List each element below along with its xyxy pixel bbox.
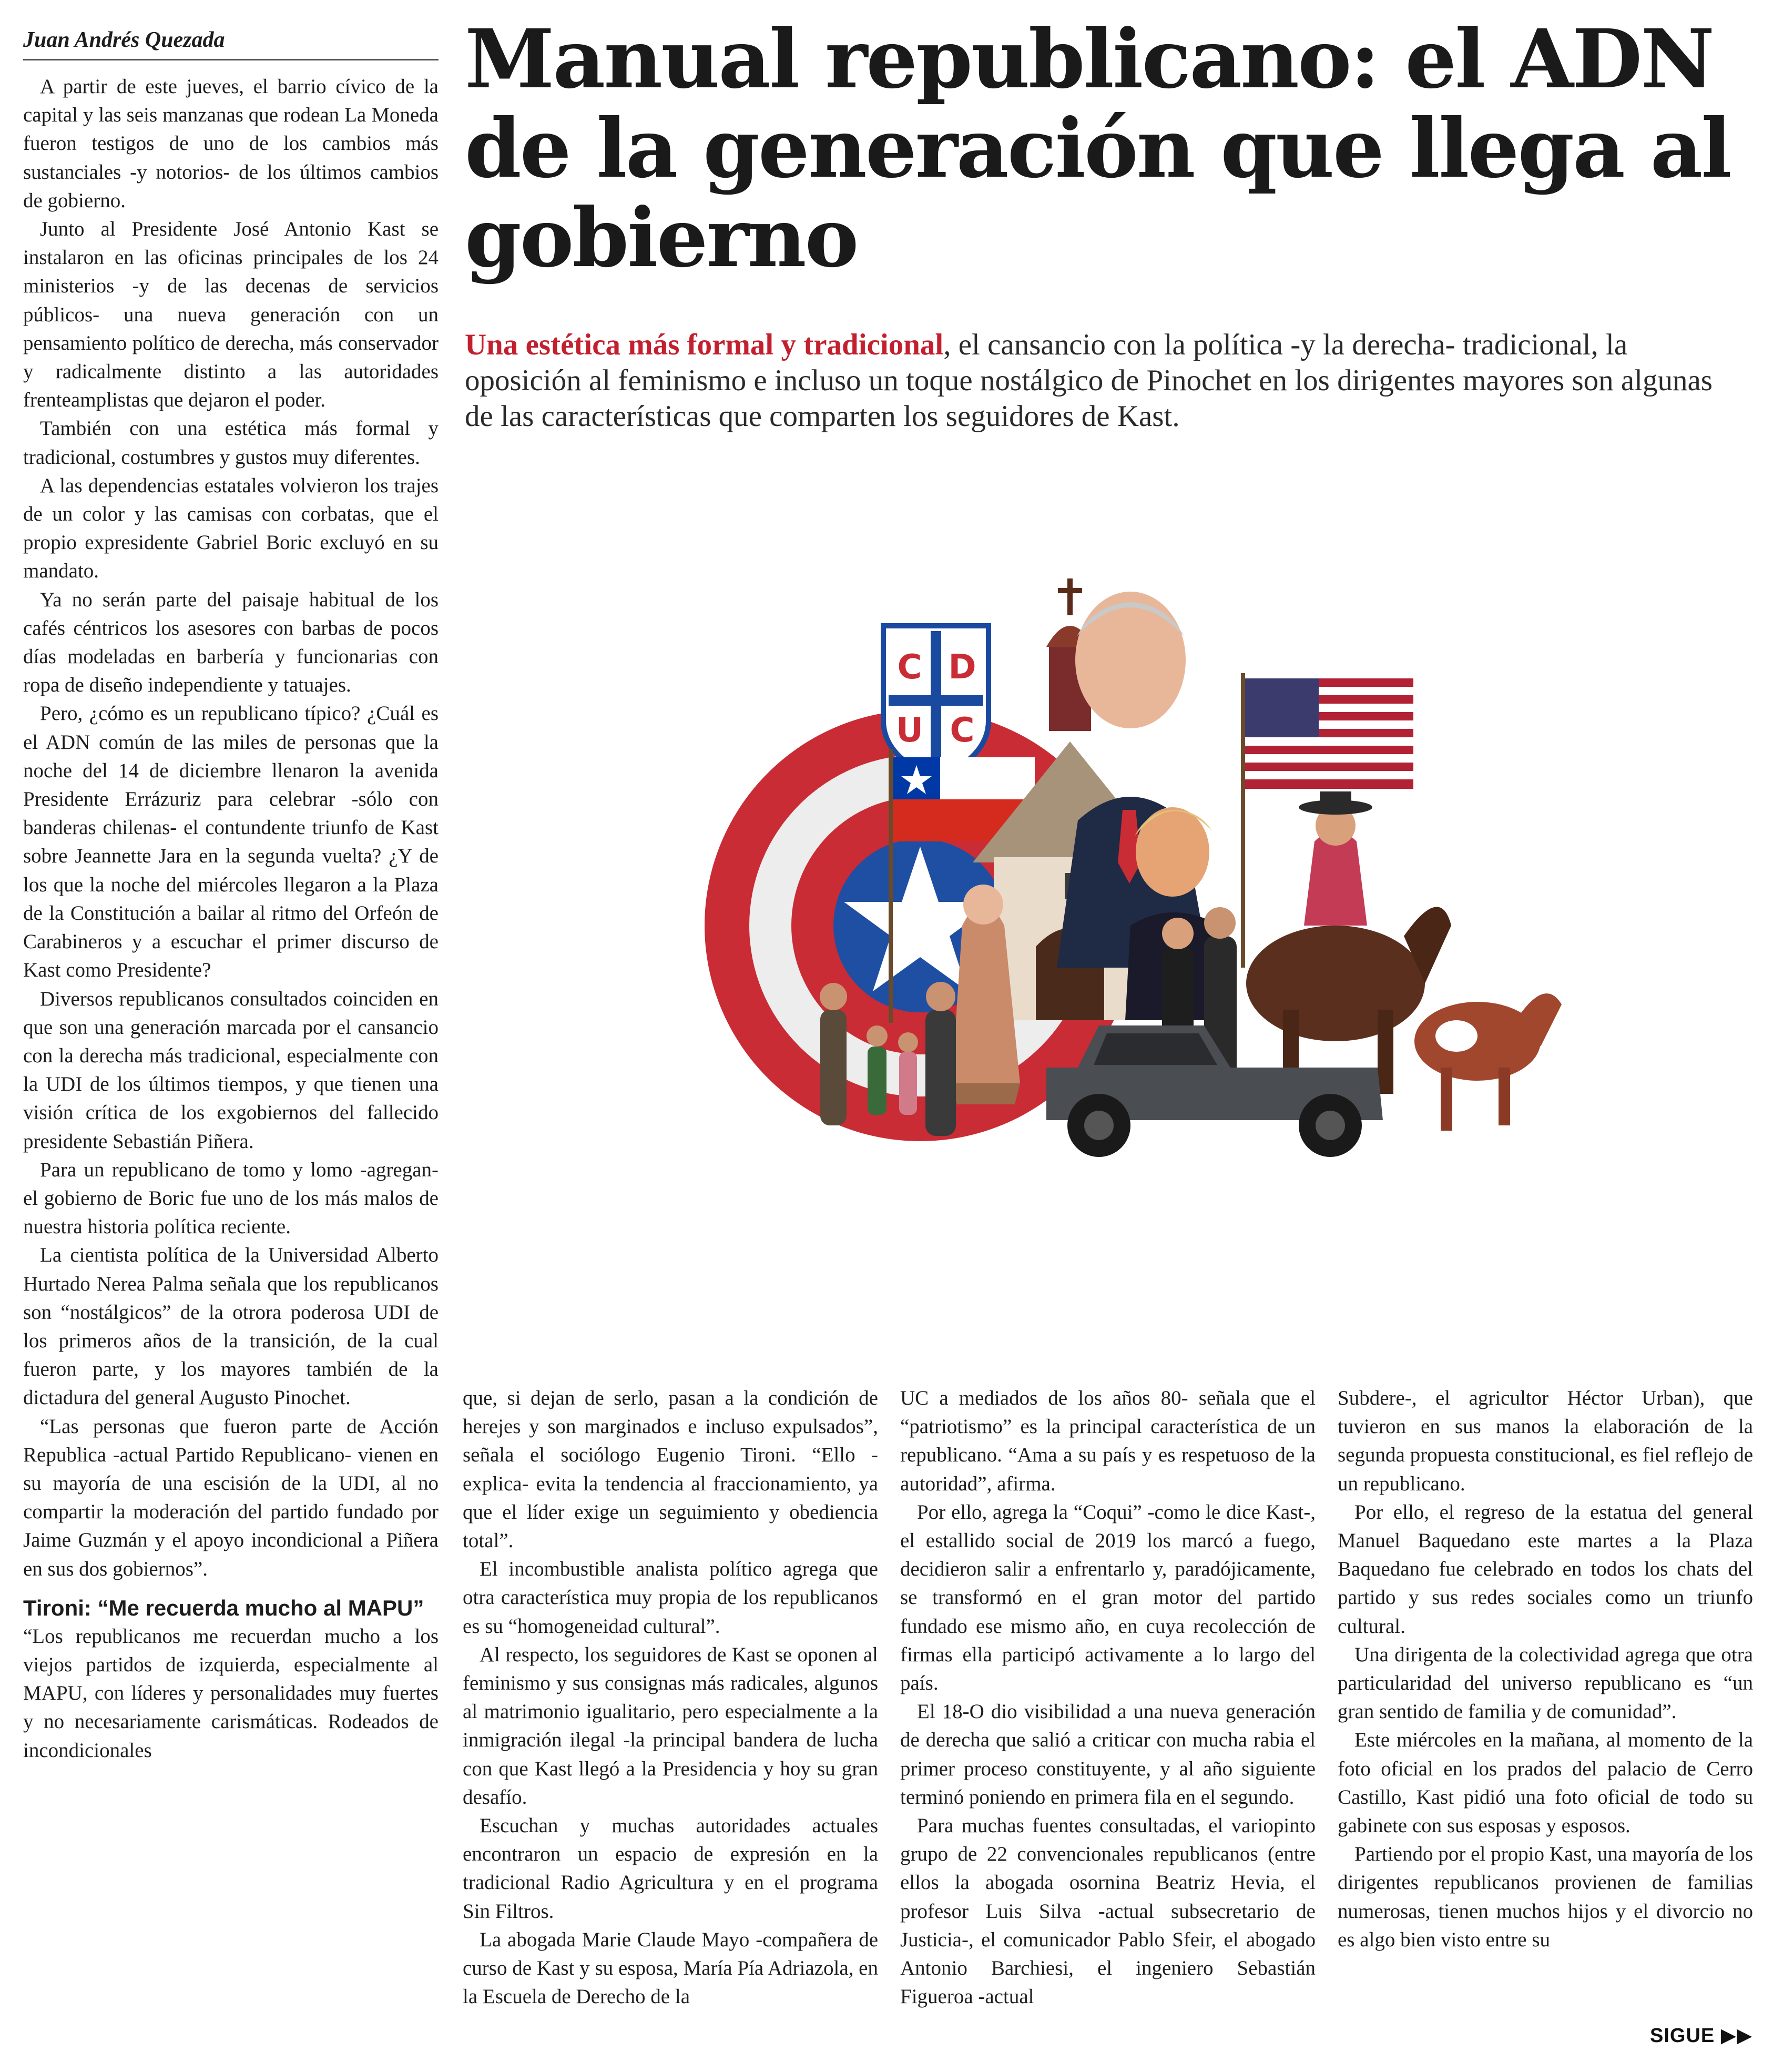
continue-marker: SIGUE ▶▶ [1650, 2025, 1753, 2047]
text-column-1 [23, 73, 439, 1765]
article-deck [465, 327, 1748, 434]
paragraph: Por ello, el regreso de la estatua del general Manuel Baquedano este martes a la Plaza Baquedano fue celebrado en todos los chats del partido y sus redes sociales como un triunfo cultural. [1338, 1500, 1753, 1638]
paragraph: También con una estética más formal y tradicional, costumbres y gustos muy diferentes. [23, 417, 439, 469]
paragraph: Una dirigenta de la colectividad agrega que otra particularidad del universo republicano es “un gran sentido de familia y de comunidad”. [1338, 1643, 1753, 1723]
paragraph: La abogada Marie Claude Mayo -compañera de curso de Kast y su esposa, María Pía Adriazola, en la Escuela de Derecho de la [463, 1928, 878, 2008]
paragraph: A las dependencias estatales volvieron los trajes de un color y las camisas con corbatas, que el propio expresidente Gabriel Boric excluyó en su mandato. [23, 474, 439, 583]
paragraph: Por ello, agrega la “Coqui” -como le dice Kast-, el estallido social de 2019 los marcó a fuego, decidieron salir a enfrentarlo y, paradójicamente, se transformó en el gran motor del partido fundado ese mismo año, en cuya recolección de firmas ella participó activamente a lo largo del país. [900, 1500, 1316, 1695]
paragraph: Pero, ¿cómo es un republicano típico? ¿Cuál es el ADN común de las miles de personas que la noche del 14 de diciembre llenaron la avenida Presidente Errázuriz para celebrar -sólo con banderas chilenas- el contundente triunfo de Kast sobre Jeannette Jara en la segunda vuelta? ¿Y de los que la noche del miércoles llegaron a la Plaza de la Constitución a bailar al ritmo del Orfeón de Carabineros y a escuchar el primer discurso de Kast como Presidente? [23, 702, 439, 982]
deck-text: , el cansancio con la política -y la derecha- tradicional, la oposición al feminismo e incluso un toque nostálgico de Pinochet en los dirigentes mayores son algunas de las características que comparten los seguidores de Kast. [465, 328, 1713, 433]
text-column-3 [900, 1384, 1316, 2011]
paragraph: A partir de este jueves, el barrio cívico de la capital y las seis manzanas que rodean La Moneda fueron testigos de uno de los cambios más sustanciales -y notorios- de los últimos cambios de gobierno. [23, 75, 439, 212]
paragraph: Junto al Presidente José Antonio Kast se instalaron en las oficinas principales de los 24 ministerios -y de las decenas de servicios públicos- una nueva generación con un pensamiento político de derecha, más conservador y radicalmente distinto a las autoridades frenteamplistas que dejaron el poder. [23, 218, 439, 412]
paragraph: Para muchas fuentes consultadas, el variopinto grupo de 22 convencionales republicanos (entre ellos la abogada osornina Beatriz Hevia, el profesor Luis Silva -actual subsecretario de Justicia-, el comunicador Pablo Sfeir, el abogado Antonio Barchiesi, el ingeniero Sebastián Figueroa -actual [900, 1814, 1316, 2008]
svg-text:U: U [896, 711, 923, 750]
svg-text:D: D [948, 648, 976, 687]
paragraph: Partiendo por el propio Kast, una mayoría de los dirigentes republicanos provienen de familias numerosas, tienen muchos hijos y el divorcio no es algo bien visto entre su [1338, 1843, 1753, 1951]
deck-highlight: Una estética más formal y tradicional [465, 328, 944, 361]
text-column-4 [1338, 1384, 1753, 1954]
svg-text:C: C [950, 711, 975, 750]
paragraph: Diversos republicanos consultados coinciden en que son una generación marcada por el cansancio con la derecha más tradicional, especialmente con la UDI de los últimos tiempos, y que tienen una visión crítica de los exgobiernos del fallecido presidente Sebastián Piñera. [23, 987, 439, 1153]
paragraph: El incombustible analista político agrega que otra característica muy propia de los republicanos es su “homogeneidad cultural”. [463, 1558, 878, 1638]
paragraph: “Las personas que fueron parte de Acción Republica -actual Partido Republicano- vienen en su mayoría de una escisión de la UDI, al no compartir la moderación del partido fundado por Jaime Guzmán y el apoyo incondicional a Piñera en sus dos gobiernos”. [23, 1415, 439, 1580]
paragraph: Ya no serán parte del paisaje habitual de los cafés céntricos los asesores con barbas de pocos días modeladas en barbería y funcionarias con ropa de diseño independiente y tatuajes. [23, 588, 439, 697]
paragraph: “Los republicanos me recuerdan mucho a los viejos partidos de izquierda, especialmente al MAPU, con líderes y personalidades muy fuertes y no necesariamente carismáticas. Rodeados de incondicionales [23, 1624, 439, 1762]
paragraph: Al respecto, los seguidores de Kast se oponen al feminismo y sus consignas más radicales, algunos al matrimonio igualitario, pero especialmente a la inmigración ilegal -la principal bandera de lucha con que Kast llegó a la Presidencia y hoy su gran desafío. [463, 1643, 878, 1809]
section-subhead: Tironi: “Me recuerda mucho al MAPU” [23, 1595, 424, 1620]
paragraph: Este miércoles en la mañana, al momento de la foto oficial en los prados del palacio de Cerro Castillo, Kast pidió una foto oficial de todo su gabinete con sus esposas y esposos. [1338, 1729, 1753, 1837]
paragraph: Escuchan y muchas autoridades actuales encontraron un espacio de expresión en la tradicional Radio Agricultura y en el programa Sin Filtros. [463, 1814, 878, 1923]
paragraph: UC a mediados de los años 80- señala que el “patriotismo” es la principal característica de un republicano. “Ama a su país y es respetuoso de la autoridad”, afirma. [900, 1387, 1316, 1495]
club-emblem [883, 626, 989, 778]
author-byline: Juan Andrés Quezada [23, 21, 439, 60]
article-headline: Manual republicano: el ADN de la generación que llega al gobierno [465, 12, 1730, 286]
paragraph: Para un republicano de tomo y lomo -agregan- el gobierno de Boric fue uno de los más malos de nuestra historia política reciente. [23, 1158, 439, 1238]
paragraph: La cientista política de la Universidad Alberto Hurtado Nerea Palma señala que los republicanos son “nostálgicos” de la otrora poderosa UDI de los primeros años de la transición, de la cual fueron parte, y los mayores también de la dictadura del general Augusto Pinochet. [23, 1244, 439, 1409]
paragraph: que, si dejan de serlo, pasan a la condición de herejes y son marginados e incluso expulsados”, señala el sociólogo Eugenio Tironi. “Ello -explica- evita la tendencia al fraccionamiento, ya que el líder exige un seguimiento y obediencia total”. [463, 1387, 878, 1552]
text-column-2 [463, 1384, 878, 2011]
svg-text:C: C [897, 648, 922, 687]
cow [1414, 993, 1562, 1131]
paragraph: Subdere-, el agricultor Héctor Urban), que tuvieron en sus manos la elaboración de la segunda propuesta constitucional, es fiel reflejo de un republicano. [1338, 1387, 1753, 1495]
collage-illustration [678, 547, 1562, 1236]
pickup-truck [1046, 1025, 1383, 1157]
paragraph: El 18-O dio visibilidad a una nueva generación de derecha que salió a criticar con mucha rabia el primer proceso constituyente, y al año siguiente terminó poniendo en primera fila en el segundo. [900, 1700, 1316, 1809]
